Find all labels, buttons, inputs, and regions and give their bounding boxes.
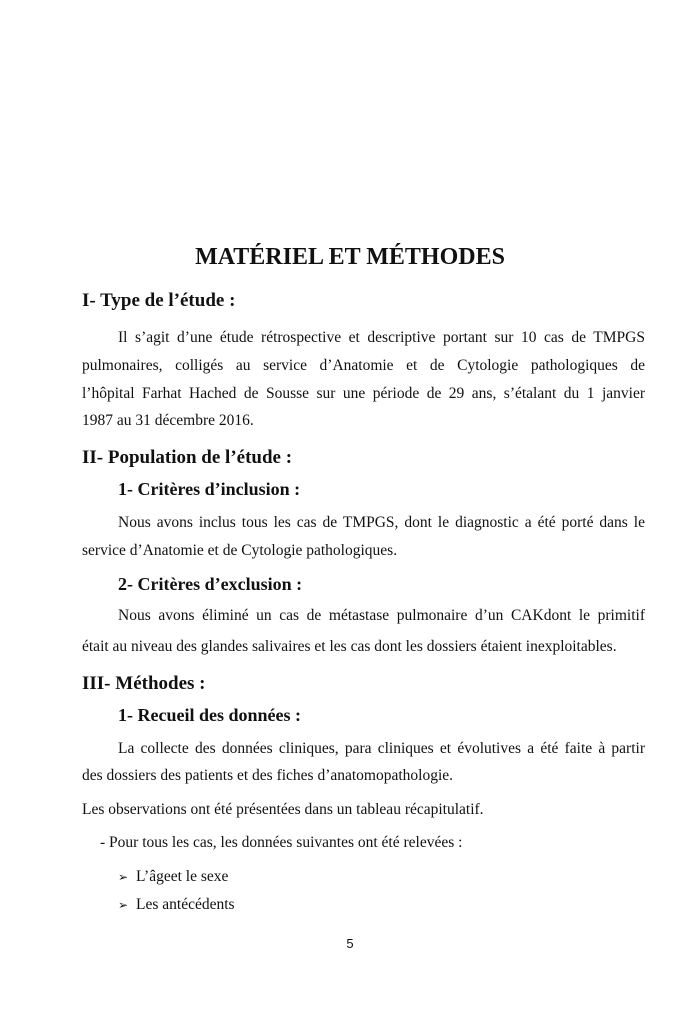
page-number: 5 [346,936,354,951]
section-heading-type-etude: I- Type de l’étude : [82,290,236,311]
section-heading-methodes: III- Méthodes : [82,673,206,694]
bullet-text: L’âgeet le sexe [136,868,229,885]
paragraph-line: était au niveau des glandes salivaires et les cas dont les dossiers étaient inexploitables. [82,638,617,655]
subsection-heading-recueil: 1- Recueil des données : [118,705,301,725]
paragraph-line: Nous avons inclus tous les cas de TMPGS, dont le diagnostic a été porté dans le [118,514,645,531]
paragraph-line: 1987 au 31 décembre 2016. [82,412,254,429]
paragraph-line: des dossiers des patients et des fiches d’anatomopathologie. [82,767,454,784]
bullet-text: Les antécédents [136,896,235,913]
section-heading-population: II- Population de l’étude : [82,447,293,468]
observations-text: Les observations ont été présentées dans un tableau récapitulatif. [82,801,484,818]
page-title: MATÉRIEL ET MÉTHODES [195,244,505,270]
paragraph-line: Il s’agit d’une étude rétrospective et descriptive portant sur 10 cas de TMPGS [118,329,645,346]
subsection-heading-exclusion: 2- Critères d’exclusion : [118,574,303,594]
arrow-bullet-icon: ➢ [118,898,129,912]
paragraph-line: l’hôpital Farhat Hached de Sousse sur une période de 29 ans, s’étalant du 1 janvier [82,385,645,402]
bullet-item [118,896,235,914]
subsection-heading-inclusion: 1- Critères d’inclusion : [118,479,301,499]
paragraph-line: pulmonaires, colligés au service d’Anatomie et de Cytologie pathologiques de [82,357,645,374]
arrow-bullet-icon: ➢ [118,870,129,884]
dash-list-item: - Pour tous les cas, les données suivantes ont été relevées : [100,834,463,851]
paragraph-line: service d’Anatomie et de Cytologie pathologiques. [82,542,398,559]
paragraph-line: La collecte des données cliniques, para cliniques et évolutives a été faite à partir [118,740,645,757]
bullet-item [118,868,228,886]
paragraph-line: Nous avons éliminé un cas de métastase pulmonaire d’un CAKdont le primitif [118,607,645,624]
